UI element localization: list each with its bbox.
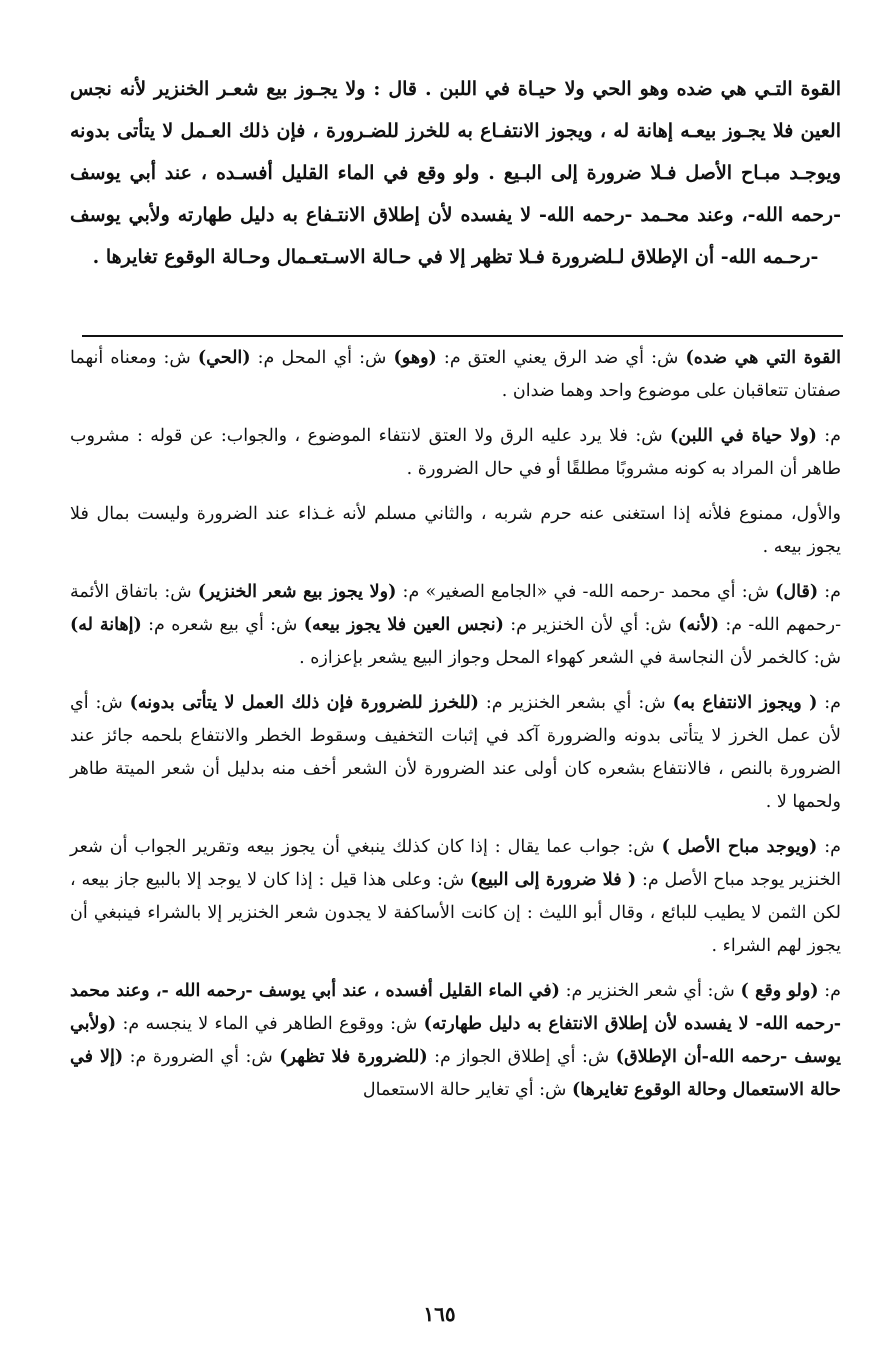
quoted-matn-text: (ولو وقع ) <box>740 981 819 1001</box>
commentary-text: ش: أي لأن عمل الخرز لا يتأتى بدونه والضرورة آكد في إثبات التخفيف وسقوط الخطر والانتفاع بلحمه جائز عند الضرورة بالنص ، فالانتفاع بشعره كان أولى عند الضرورة لأن الشعر أخف منه بدليل أن شعر الميتة طاهر ولحمها لا . <box>70 693 841 812</box>
quoted-matn-text: (إهانة له) <box>70 615 142 635</box>
commentary-text: ش: أي شعر الخنزير م: <box>559 981 741 1001</box>
commentary-text: ش: فلا يرد عليه الرق ولا العتق لانتفاء الموضوع ، والجواب: عن قوله : مشروب طاهر أن المراد به كونه مشروبًا مطلقًا أو في حال الضرورة . <box>70 426 841 479</box>
commentary-section <box>70 342 841 1119</box>
page-number: ١٦٥ <box>423 1302 456 1326</box>
quoted-matn-text: (نجس العين فلا يجوز بيعه) <box>303 615 504 635</box>
commentary-text: م: <box>818 582 842 602</box>
quoted-matn-text: القوة التي هي ضده) <box>685 348 841 368</box>
main-text-block: القوة التـي هي ضده وهو الحي ولا حيـاة في اللبن . قال : ولا يجـوز بيع شعـر الخنزير لأنه نجس العين فلا يجـوز بيعـه إهانة له ، ويجوز الانتفـاع به للخرز للضـرورة ، فإن ذلك العـمل لا يتأتى بدونه ويوجـد مبـاح الأصل فـلا ضرورة إلى البـيع . ولو وقع في الماء القليل أفسـده ، عند أبي يوسف -رحمه الله-، وعند محـمد -رحمه الله- لا يفسده لأن إطلاق الانتـفاع به دليل طهارته ولأبي يوسف -رحـمه الله- أن الإطلاق لـلضرورة فـلا تظهر إلا في حـالة الاسـتعـمال وحـالة الوقوع تغايرها . <box>70 78 841 268</box>
commentary-text: ش: كالخمر لأن النجاسة في الشعر كهواء المحل وجواز البيع يشعر بإعزازه . <box>299 648 841 668</box>
quoted-matn-text: (ولا حياة في اللبن) <box>669 426 817 446</box>
section-divider <box>82 335 843 337</box>
commentary-text: ش: أي إطلاق الجواز م: <box>427 1047 616 1067</box>
commentary-text: ش: جواب عما يقال : إذا كان كذلك ينبغي أن يجوز بيعه وتقرير الجواب أن شعر الخنزير يوجد مباح الأصل م: <box>70 837 841 890</box>
commentary-text: م: <box>818 981 842 1001</box>
quoted-matn-text: (لأنه) <box>678 615 719 635</box>
quoted-matn-text: (في الماء القليل أفسده ، عند أبي يوسف -رحمه الله -، وعند محمد -رحمه الله- لا يفسده لأن إطلاق الانتفاع به دليل طهارته) <box>70 981 841 1034</box>
commentary-text: ش: أي الضرورة م: <box>123 1047 280 1067</box>
commentary-text: م: <box>817 837 841 857</box>
commentary-text: ش: باتفاق الأئمة -رحمهم الله- م: <box>70 582 842 635</box>
quoted-matn-text: ( فلا ضرورة إلى البيع) <box>470 870 637 890</box>
commentary-text: ش: أي تغاير حالة الاستعمال <box>362 1080 572 1100</box>
quoted-matn-text: (وهو) <box>393 348 437 368</box>
commentary-text: ش: ومعناه أنهما صفتان تتعاقبان على موضوع واحد وهما ضدان . <box>70 348 841 401</box>
quoted-matn-text: (ويوجد مباح الأصل ) <box>661 837 818 857</box>
commentary-paragraph <box>70 420 841 486</box>
quoted-matn-text: (ولا يجوز بيع شعر الخنزير) <box>197 582 397 602</box>
quoted-matn-text: (ولأبي يوسف -رحمه الله-أن الإطلاق) <box>70 1014 842 1067</box>
commentary-paragraph <box>70 498 841 564</box>
commentary-text: ش: أي المحل م: <box>250 348 394 368</box>
quoted-matn-text: (إلا في حالة الاستعمال وحالة الوقوع تغايرها) <box>70 1047 841 1100</box>
quoted-matn-text: (قال) <box>775 582 819 602</box>
commentary-text: م: <box>817 693 841 713</box>
commentary-text: ش: أي ضد الرق يعني العتق م: <box>436 348 686 368</box>
commentary-paragraph <box>70 831 841 963</box>
commentary-text: ش: ووقوع الطاهر في الماء لا ينجسه م: <box>116 1014 424 1034</box>
commentary-paragraph <box>70 342 841 408</box>
commentary-text: ش: وعلى هذا قيل : إذا كان لا يوجد إلا بالبيع جاز بيعه ، لكن الثمن لا يطيب للبائع ، وقال أبو الليث : إن كانت الأساكفة لا يجدون شعر الخنزير إلا بالشراء فينبغي أن يجوز لهم الشراء . <box>70 870 841 956</box>
commentary-text: والأول، ممنوع فلأنه إذا استغنى عنه حرم شربه ، والثاني مسلم لأنه غـذاء عند الضرورة وليست بمال فلا يجوز بيعه . <box>70 504 841 557</box>
quoted-matn-text: (للخرز للضرورة فإن ذلك العمل لا يتأتى بدونه) <box>129 693 479 713</box>
commentary-text: ش: أي لأن الخنزير م: <box>503 615 679 635</box>
commentary-text: ش: أي محمد -رحمه الله- في «الجامع الصغير» م: <box>396 582 776 602</box>
commentary-paragraph <box>70 975 841 1107</box>
commentary-text: ش: أي بيع شعره م: <box>141 615 304 635</box>
commentary-paragraph <box>70 576 841 675</box>
quoted-matn-text: (للضرورة فلا تظهر) <box>279 1047 428 1067</box>
quoted-matn-text: ( ويجوز الانتفاع به) <box>672 693 818 713</box>
quoted-matn-text: (الحي) <box>197 348 251 368</box>
commentary-text: م: <box>816 426 841 446</box>
commentary-text: ش: أي بشعر الخنزير م: <box>478 693 673 713</box>
commentary-paragraph <box>70 687 841 819</box>
